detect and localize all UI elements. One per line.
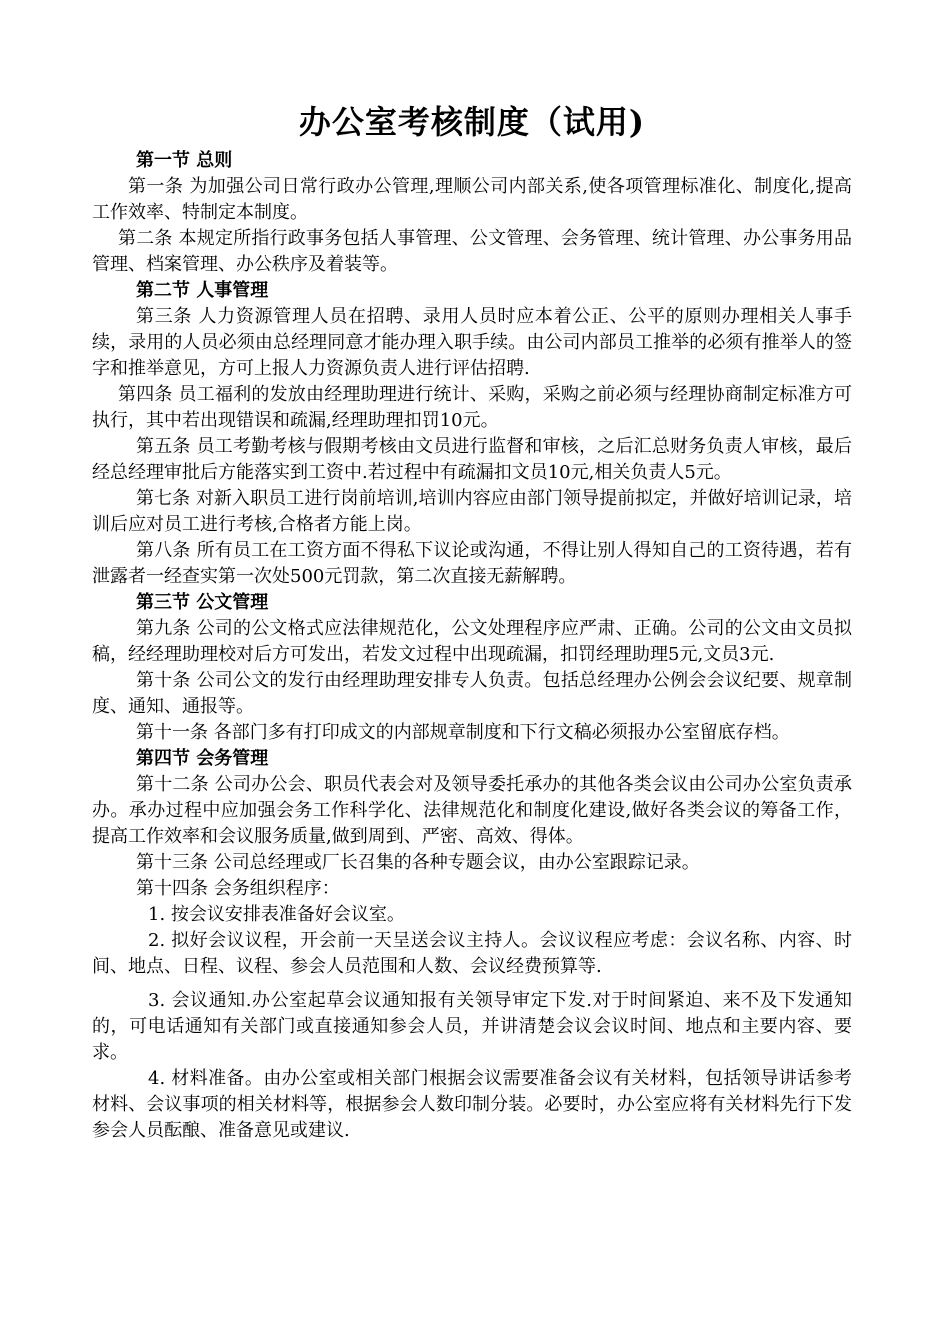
article-10: 第十条 公司公文的发行由经理助理安排专人负责。包括总经理办公例会会议纪要、规章制度、通知、通报等。 xyxy=(92,670,852,717)
section-heading-general: 第一节 总则 xyxy=(136,150,233,171)
section-heading-meetings: 第四节 会务管理 xyxy=(136,748,269,769)
article-5: 第五条 员工考勤考核与假期考核由文员进行监督和审核，之后汇总财务负责人审核，最后经总经理审批后方能落实到工资中.若过程中有疏漏扣文员10元,相关负责人5元。 xyxy=(92,436,852,483)
article-3: 第三条 人力资源管理人员在招聘、录用人员时应本着公正、公平的原则办理相关人事手续，录用的人员必须由总经理同意才能办理入职手续。由公司内部员工推举的必须有推举人的签字和推举意见，方可上报人力资源负责人进行评估招聘. xyxy=(92,306,852,379)
article-13: 第十三条 公司总经理或厂长召集的各种专题会议，由办公室跟踪记录。 xyxy=(136,852,700,873)
list-item: 1. 按会议安排表准备好会议室。 xyxy=(148,904,405,925)
article-12: 第十二条 公司办公会、职员代表会对及领导委托承办的其他各类会议由公司办公室负责承办。承办过程中应加强会务工作科学化、法律规范化和制度化建设,做好各类会议的筹备工作，提高工作效率和会议服务质量,做到周到、严密、高效、得体。 xyxy=(92,774,852,847)
article-9: 第九条 公司的公文格式应法律规范化，公文处理程序应严肃、正确。公司的公文由文员拟稿，经经理助理校对后方可发出，若发文过程中出现疏漏，扣罚经理助理5元,文员3元. xyxy=(92,618,852,665)
article-14: 第十四条 会务组织程序： xyxy=(136,878,340,899)
list-item: 2. 拟好会议议程，开会前一天呈送会议主持人。会议议程应考虑：会议名称、内容、时间、地点、日程、议程、参会人员范围和人数、会议经费预算等. xyxy=(92,930,852,977)
article-8: 第八条 所有员工在工资方面不得私下议论或沟通，不得让别人得知自己的工资待遇，若有泄露者一经查实第一次处500元罚款，第二次直接无薪解聘。 xyxy=(92,540,852,587)
article-7: 第七条 对新入职员工进行岗前培训,培训内容应由部门领导提前拟定，并做好培训记录，培训后应对员工进行考核,合格者方能上岗。 xyxy=(92,488,852,535)
document-title: 办公室考核制度（试用) xyxy=(298,103,646,141)
list-item: 4. 材料准备。由办公室或相关部门根据会议需要准备会议有关材料，包括领导讲话参考材料、会议事项的相关材料等，根据参会人数印制分装。必要时，办公室应将有关材料先行下发参会人员酝酿、准备意见或建议. xyxy=(92,1068,852,1141)
article-11: 第十一条 各部门多有打印成文的内部规章制度和下行文稿必须报办公室留底存档。 xyxy=(136,722,790,743)
article-2: 第二条 本规定所指行政事务包括人事管理、公文管理、会务管理、统计管理、办公事务用品管理、档案管理、办公秩序及着装等。 xyxy=(92,228,852,275)
article-4: 第四条 员工福利的发放由经理助理进行统计、采购，采购之前必须与经理协商制定标准方可执行，其中若出现错误和疏漏,经理助理扣罚10元。 xyxy=(92,384,852,431)
list-item: 3. 会议通知.办公室起草会议通知报有关领导审定下发.对于时间紧迫、来不及下发通知的，可电话通知有关部门或直接通知参会人员，并讲清楚会议会议时间、地点和主要内容、要求。 xyxy=(92,990,852,1063)
document-page xyxy=(92,100,852,1144)
section-heading-personnel: 第二节 人事管理 xyxy=(136,280,269,301)
article-1: 第一条 为加强公司日常行政办公管理,理顺公司内部关系,使各项管理标准化、制度化,提高工作效率、特制定本制度。 xyxy=(92,176,852,223)
section-heading-documents: 第三节 公文管理 xyxy=(136,592,269,613)
